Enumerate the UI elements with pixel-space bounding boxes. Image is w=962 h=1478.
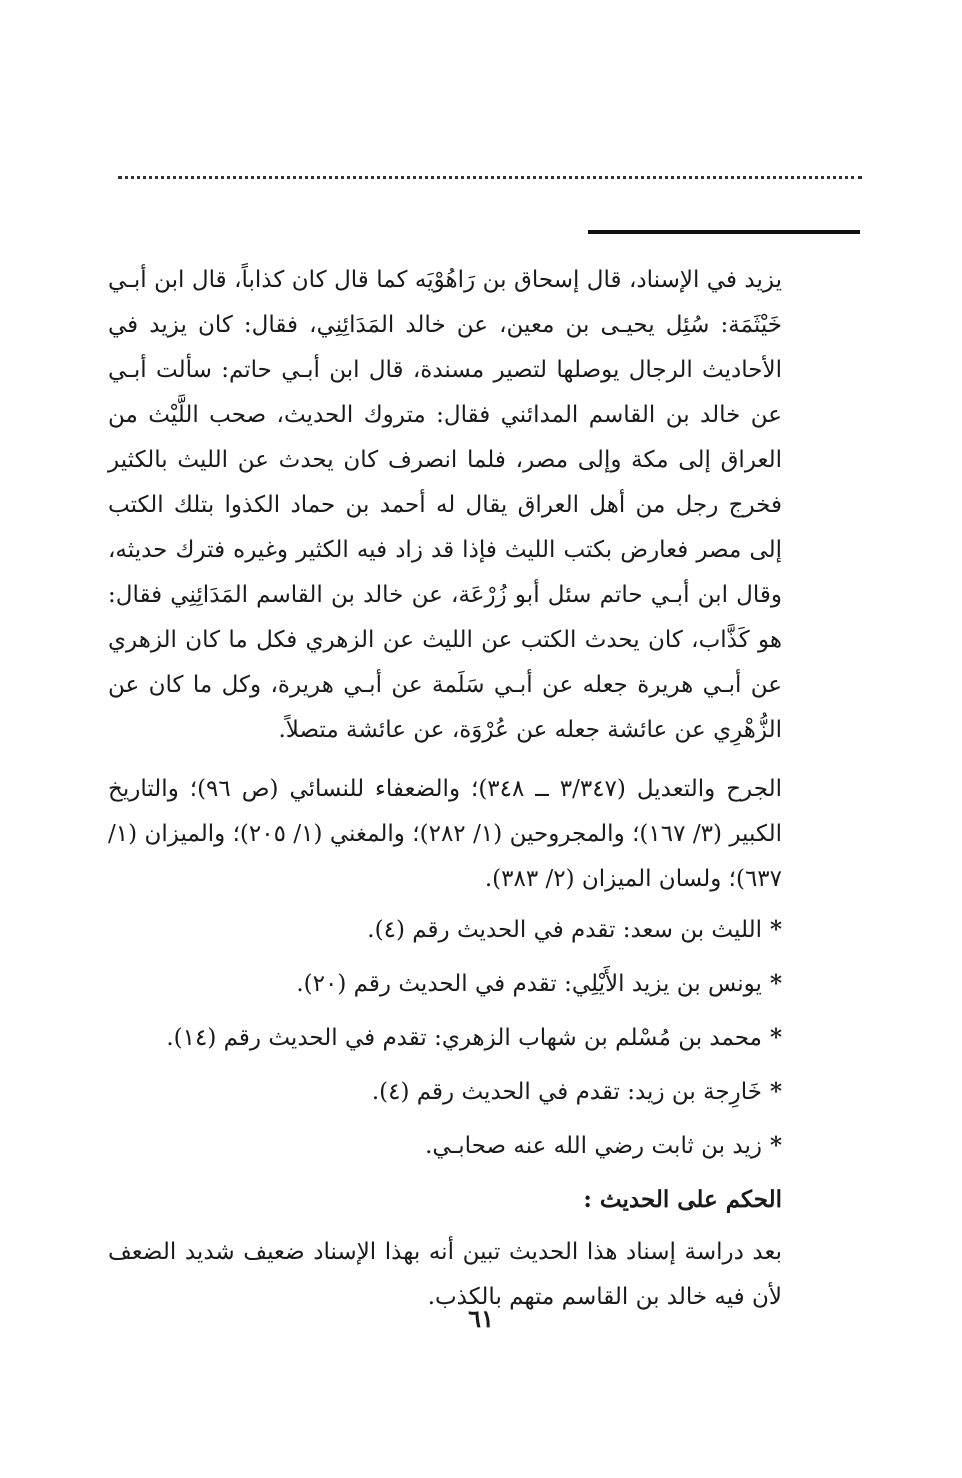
list-item xyxy=(108,910,782,950)
asterisk-icon: * xyxy=(769,1078,782,1105)
references-paragraph: الجرح والتعديل (٣/٣٤٧ ــ ٣٤٨)؛ والضعفاء للنسائي (ص ٩٦)؛ والتاريخ الكبير (٣/ ١٦٧)؛ والمجروحين (١/ ٢٨٢)؛ والمغني (١/ ٢٠٥)؛ والميزان (١/ ٦٣٧)؛ ولسان الميزان (٢/ ٣٨٣). xyxy=(108,776,783,892)
narrator-text: الليث بن سعد: تقدم في الحديث رقم (٤). xyxy=(367,917,762,943)
asterisk-icon: * xyxy=(769,1132,782,1159)
dotted-separator xyxy=(118,176,862,191)
list-item xyxy=(108,1018,782,1058)
list-item xyxy=(108,1126,782,1166)
footnote-paragraph: يزيد في الإسناد، قال إسحاق بن رَاهُوْيَه كما قال كان كذاباً، قال ابن أبـي خَيْثَمَة: سُئِل يحيـى بن معين، عن خالد المَدَائِنِي، فقال: كان يزيد في الأحاديث الرجال يوصلها لتصير مسندة، قال ابن أبـي حاتم: سألت أبـي عن خالد بن القاسم المدائني فقال: متروك الحديث، صحب اللَّيْث من العراق إلى مكة وإلى مصر، فلما انصرف كان يحدث عن الليث بالكثير فخرج رجل من أهل العراق يقال له أحمد بن حماد الكذوا بتلك الكتب إلى مصر فعارض بكتب الليث فإذا قد زاد فيه الكثير وغيره فترك حديثه، وقال ابن أبـي حاتم سئل أبو زُرْعَة، عن خالد بن القاسم المَدَائِنِي فقال: هو كَذَّاب، كان يحدث الكتب عن الليث عن الزهري فكل ما كان الزهري عن أبـي هريرة جعله عن أبـي سَلَمة عن أبـي هريرة، وكل ما كان عن الزُّهْرِي عن عائشة جعله عن عُرْوَة، عن عائشة متصلاً. xyxy=(108,267,782,743)
asterisk-icon: * xyxy=(769,970,782,997)
narrator-text: يونس بن يزيد الأَيْلِي: تقدم في الحديث رقم (٢٠). xyxy=(296,971,762,997)
page-number: ٦١ xyxy=(468,1304,494,1333)
narrator-text: زيد بن ثابت رضي الله عنه صحابـي. xyxy=(425,1133,762,1159)
asterisk-icon: * xyxy=(769,916,782,943)
ruling-heading: الحكم على الحديث : xyxy=(583,1186,782,1213)
narrator-text: محمد بن مُسْلم بن شهاب الزهري: تقدم في الحديث رقم (١٤). xyxy=(166,1025,762,1051)
narrator-list xyxy=(108,910,782,1166)
footnote-rule xyxy=(588,230,860,234)
narrator-text: خَارِجة بن زيد: تقدم في الحديث رقم (٤). xyxy=(371,1079,762,1105)
list-item xyxy=(108,1072,782,1112)
ruling-paragraph: بعد دراسة إسناد هذا الحديث تبين أنه بهذا الإسناد ضعيف شديد الضعف لأن فيه خالد بن القاسم متهم بالكذب. xyxy=(108,1239,782,1310)
page-body xyxy=(108,258,782,1320)
asterisk-icon: * xyxy=(769,1024,782,1051)
list-item xyxy=(108,964,782,1004)
